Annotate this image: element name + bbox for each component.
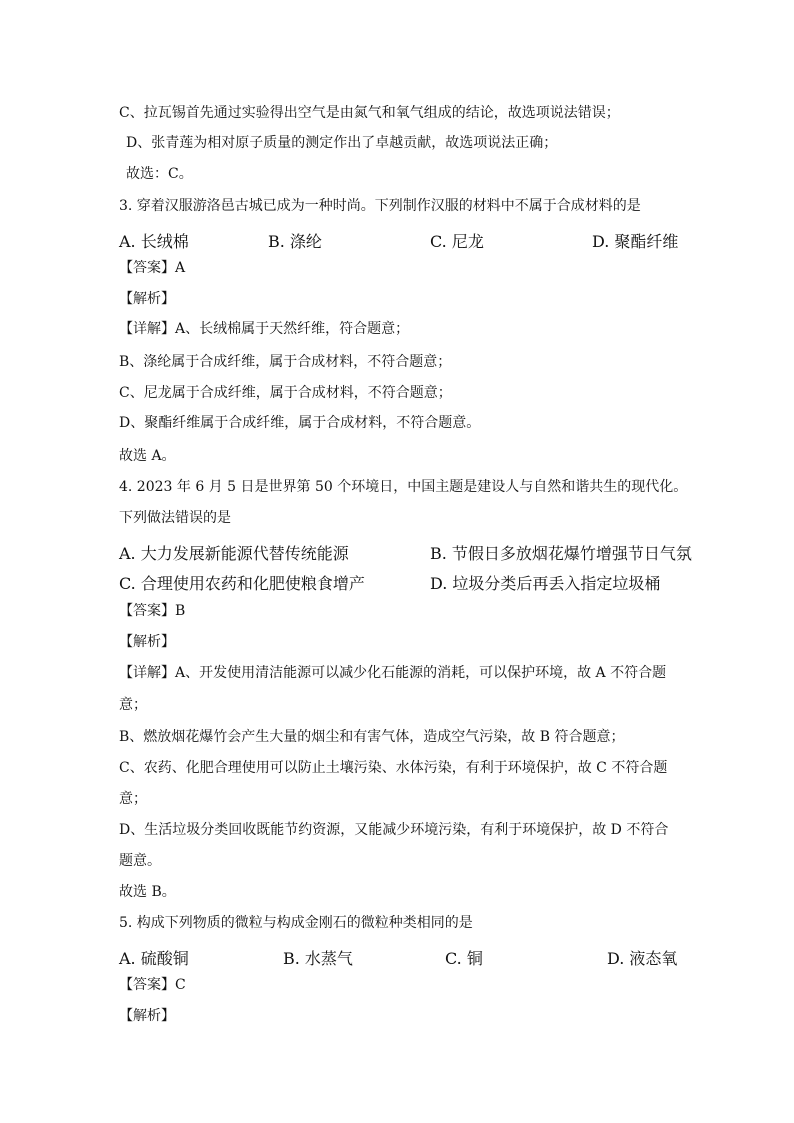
q4-option-d: D. 垃圾分类后再丢入指定垃圾桶 <box>430 574 661 593</box>
q4-detail-line: 题意。 <box>119 853 161 869</box>
q3-detail-c: C、尼龙属于合成纤维，属于合成材料，不符合题意； <box>119 385 452 401</box>
q3-option-b: B. 涤纶 <box>268 232 322 251</box>
q3-choice: 故选 A。 <box>119 448 176 464</box>
q3-answer: 【答案】A <box>119 260 186 276</box>
q3-stem: 3. 穿着汉服游洛邑古城已成为一种时尚。下列制作汉服的材料中不属于合成材料的是 <box>119 198 641 214</box>
q4-detail-line: 【详解】A、开发使用清洁能源可以减少化石能源的消耗，可以保护环境，故 A 不符合题 <box>119 665 667 681</box>
q2-explanation-d: D、张青莲为相对原子质量的测定作出了卓越贡献，故选项说法正确； <box>126 135 558 151</box>
q3-detail-a: 【详解】A、长绒棉属于天然纤维，符合题意； <box>119 321 410 337</box>
q2-explanation-c: C、拉瓦锡首先通过实验得出空气是由氮气和氧气组成的结论，故选项说法错误； <box>119 105 620 121</box>
q3-analysis-title: 【解析】 <box>119 291 175 307</box>
q4-detail-line: 意； <box>119 791 147 807</box>
q5-answer: 【答案】C <box>119 977 186 993</box>
q4-choice: 故选 B。 <box>119 884 176 900</box>
q4-detail-line: 意； <box>119 697 147 713</box>
q2-choice: 故选：C。 <box>126 166 193 182</box>
q4-detail-line: B、燃放烟花爆竹会产生大量的烟尘和有害气体，造成空气污染，故 B 符合题意； <box>119 729 625 745</box>
q4-analysis-title: 【解析】 <box>119 634 175 650</box>
q4-stem-line-2: 下列做法错误的是 <box>119 510 231 526</box>
q3-option-c: C. 尼龙 <box>430 232 484 251</box>
q5-option-d: D. 液态氧 <box>607 949 678 968</box>
q4-stem-line-1: 4. 2023 年 6 月 5 日是世界第 50 个环境日，中国主题是建设人与自然和谐共生的现代化。 <box>119 479 688 495</box>
q4-detail-line: D、生活垃圾分类回收既能节约资源，又能减少环境污染，有利于环境保护，故 D 不符合 <box>119 822 669 838</box>
q4-option-a: A. 大力发展新能源代替传统能源 <box>119 544 349 563</box>
q5-option-c: C. 铜 <box>445 949 483 968</box>
q3-detail-d: D、聚酯纤维属于合成纤维，属于合成材料，不符合题意。 <box>119 415 481 431</box>
q4-option-c: C. 合理使用农药和化肥使粮食增产 <box>119 574 365 593</box>
q5-option-b: B. 水蒸气 <box>283 949 353 968</box>
q5-analysis-title: 【解析】 <box>119 1008 175 1024</box>
q3-detail-b: B、涤纶属于合成纤维，属于合成材料，不符合题意； <box>119 354 452 370</box>
q4-detail-line: C、农药、化肥合理使用可以防止土壤污染、水体污染，有利于环境保护，故 C 不符合题 <box>119 760 668 776</box>
q4-answer: 【答案】B <box>119 603 186 619</box>
q4-option-b: B. 节假日多放烟花爆竹增强节日气氛 <box>430 544 692 563</box>
q5-stem: 5. 构成下列物质的微粒与构成金刚石的微粒种类相同的是 <box>119 915 473 931</box>
q5-option-a: A. 硫酸铜 <box>119 949 189 968</box>
q3-option-a: A. 长绒棉 <box>119 232 189 251</box>
q3-option-d: D. 聚酯纤维 <box>592 232 679 251</box>
